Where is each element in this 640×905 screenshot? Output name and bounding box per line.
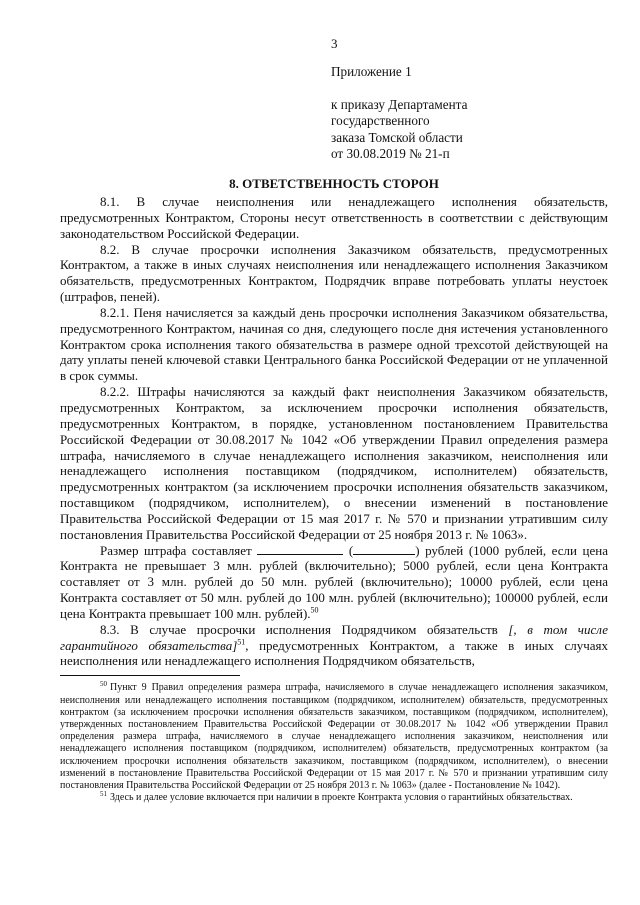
footnote-divider (60, 675, 240, 676)
appendix-line: от 30.08.2019 № 21-п (331, 146, 450, 161)
page-number: 3 (331, 36, 338, 51)
paragraph-8-3-lead: 8.3. В случае просрочки исполнения Подрядчиком обязательств (100, 621, 498, 637)
appendix-line: заказа Томской области (331, 129, 463, 145)
section-title: 8. ОТВЕТСТВЕННОСТЬ СТОРОН (229, 176, 439, 191)
paragraph-8-3-rest: , предусмотренных Контрактом, а также в иных случаях неисполнения или ненадлежащего исполнения Подрядчиком обязательств, (60, 637, 608, 669)
paragraph-8-2: 8.2. В случае просрочки исполнения Заказчиком обязательств, предусмотренных Контрактом, а также в иных случаях неисполнения или ненадлежащего исполнения Заказчиком обязательств, предусмотренных Контрактом, Подрядчик вправе потребовать уплаты неустоек (штрафов, пеней). (60, 241, 608, 305)
appendix-header (331, 64, 467, 163)
footnote-number: 51 (100, 789, 107, 798)
document-body (60, 176, 608, 804)
paragraph-8-3 (60, 622, 608, 670)
paragraph-fine-amount (60, 543, 608, 622)
footnote-50 (60, 679, 608, 792)
fine-amount-rest: ) рублей (1000 рублей, если цена Контракта не превышает 3 млн. рублей (включительно); 5000 рублей, если цена Контракта составляет от 3 млн. рублей до 50 млн. рублей (включительно); 10000 рублей, если цена Контракта составляет от 50 млн. рублей до 100 млн. рублей (включительно); 100000 рублей, если цена Контракта превышает 100 млн. рублей). (60, 542, 609, 621)
footnote-ref-50[interactable]: 50 (310, 605, 319, 615)
footnote-text: Пункт 9 Правил определения размера штрафа, начисляемого в случае ненадлежащего исполнения заказчиком, неисполнения или ненадлежащего исполнения поставщиком (подрядчиком, исполнителем) обязательств, предусмотренных контрактом (за исключением просрочки исполнения обязательств заказчиком, поставщиком (подрядчиком, исполнителем), утвержденных постановлением Правительства Российской Федерации от 30.08.2017 № 1042 «Об утверждении Правил определения размера штрафа, начисляемого в случае ненадлежащего исполнения заказчиком, неисполнения или ненадлежащего исполнения поставщиком (подрядчиком, исполнителем) обязательств, предусмотренных контрактом (за исключением просрочки исполнения обязательств заказчиком, поставщиком (подрядчиком, исполнителем), о внесении изменений в постановление Правительства Российской Федерации от 15 мая 2017 г. № 570 и признании утратившим силу постановления Правительства Российской Федерации от 25 ноября 2013 г. № 1063» (далее - Постановление № 1042). (60, 682, 608, 791)
footnote-ref-51[interactable]: 51 (237, 637, 246, 647)
fine-amount-lead: Размер штрафа составляет (100, 542, 252, 558)
fine-amount-words-blank (353, 544, 415, 555)
paragraph-8-1: 8.1. В случае неисполнения или ненадлежащего исполнения обязательств, предусмотренных Контрактом, Стороны несут ответственность в соответствии с действующим законодательством Российской Федерации. (60, 194, 608, 241)
paragraph-8-2-1: 8.2.1. Пеня начисляется за каждый день просрочки исполнения Заказчиком обязательства, предусмотренного Контрактом, начиная со дня, следующего после дня истечения установленного Контрактом срока исполнения такого обязательства в размере одной трехсотой действующей на дату уплаты пеней ключевой ставки Центрального банка Российской Федерации от не уплаченной в срок суммы. (60, 304, 608, 384)
paragraph-8-2-2: 8.2.2. Штрафы начисляются за каждый факт неисполнения Заказчиком обязательств, предусмотренных Контрактом, за исключением просрочки исполнения обязательств, предусмотренных Контрактом, в порядке, установленном постановлением Правительства Российской Федерации от 30.08.2017 № 1042 «Об утверждении Правил определения размера штрафа, начисляемого в случае ненадлежащего исполнения заказчиком, неисполнения или ненадлежащего исполнения поставщиком (подрядчиком, исполнителем) обязательств, предусмотренных контрактом (за исключением просрочки исполнения обязательств заказчиком, поставщиком (подрядчиком, исполнителем), о внесении изменений в постановление Правительства Российской Федерации от 15 мая 2017 г. № 570 и признании утратившим силу постановления Правительства Российской Федерации от 25 ноября 2013 г. № 1063». (60, 384, 608, 542)
footnote-51 (60, 789, 608, 804)
appendix-title: Приложение 1 (331, 64, 412, 79)
appendix-line: к приказу Департамента (331, 96, 468, 112)
footnote-number: 50 (100, 679, 107, 688)
paragraph-8-3-optional: [, в том числе гарантийного обязательства] (60, 621, 608, 653)
fine-amount-paren: ( (348, 542, 354, 558)
footnote-text: Здесь и далее условие включается при наличии в проекте Контракта условия о гарантийных обязательствах. (110, 792, 573, 804)
appendix-line: государственного (331, 113, 430, 128)
fine-amount-blank (257, 544, 343, 555)
